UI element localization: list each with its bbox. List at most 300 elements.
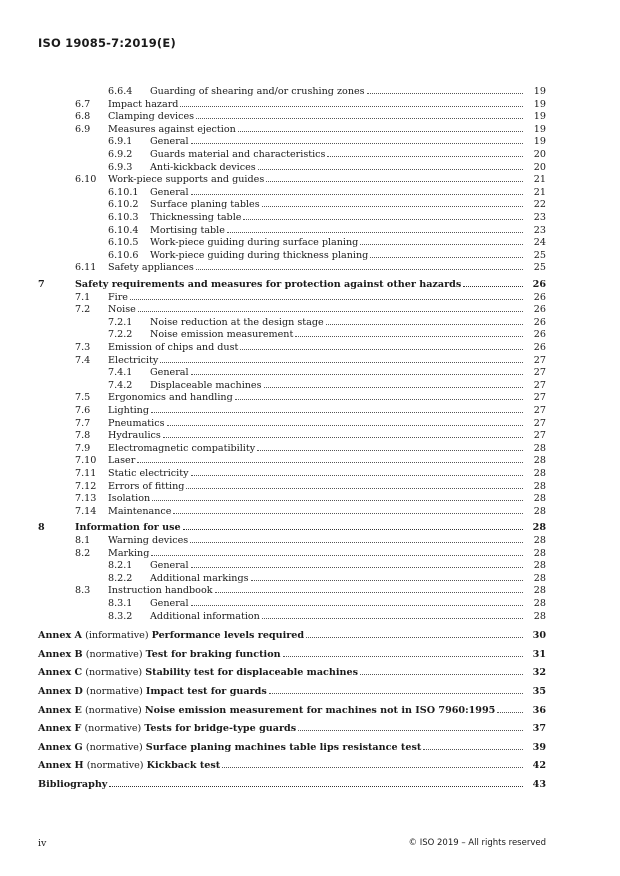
toc-entry-title — [108, 392, 524, 404]
annex-entry[interactable] — [0, 742, 620, 754]
toc-entry-number: 7.9 — [75, 442, 91, 454]
toc-entry-page: 28 — [533, 442, 546, 454]
annex-title: Noise emission measurement for machines not in ISO 7960:1995 — [144, 704, 496, 716]
toc-entry-number: 6.9.1 — [108, 136, 133, 148]
document-header: ISO 19085-7:2019(E) — [38, 36, 176, 50]
toc-entry-page: 19 — [533, 123, 546, 135]
annex-entry-text — [38, 742, 422, 754]
toc-entry-page: 19 — [533, 111, 546, 123]
toc-entry[interactable] — [0, 199, 620, 211]
toc-entry[interactable] — [0, 237, 620, 249]
toc-entry[interactable] — [0, 380, 620, 392]
toc-entry[interactable] — [0, 187, 620, 199]
toc-entry-page: 28 — [533, 547, 546, 559]
toc-entry-title-text: Work-piece guiding during surface planing — [150, 237, 359, 249]
dot-leader — [186, 488, 523, 489]
toc-entry[interactable] — [0, 573, 620, 585]
toc-entry-number: 7.13 — [75, 493, 97, 505]
toc-entry-title — [150, 250, 524, 262]
toc-entry-title — [108, 124, 524, 136]
toc-entry-title — [108, 585, 524, 597]
dot-leader — [370, 257, 523, 258]
annex-entry-page: 35 — [532, 686, 546, 697]
annex-entry-title — [38, 723, 524, 735]
toc-entry-page: 26 — [532, 279, 546, 290]
toc-entry[interactable] — [0, 99, 620, 111]
toc-entry-title-text: Guarding of shearing and/or crushing zones — [150, 86, 365, 97]
toc-entry-title-text: Errors of fitting — [108, 480, 185, 492]
annex-entry-title — [38, 742, 524, 754]
dot-leader — [306, 637, 523, 638]
toc-entry-number: 6.7 — [75, 98, 91, 110]
toc-entry[interactable] — [0, 506, 620, 518]
dot-leader — [257, 450, 523, 451]
toc-entry-title-text: Displaceable machines — [150, 379, 262, 391]
bibliography-text: Bibliography — [38, 779, 108, 790]
dot-leader — [283, 656, 523, 657]
toc-entry-title-text: General — [150, 598, 189, 609]
toc-entry-title — [150, 212, 524, 224]
toc-entry-title-text: Clamping devices — [108, 111, 195, 123]
toc-entry-number: 6.10.2 — [108, 199, 139, 211]
toc-entry[interactable] — [0, 250, 620, 262]
toc-entry-title — [150, 598, 524, 610]
annex-entry-page: 32 — [532, 667, 546, 679]
toc-entry[interactable] — [0, 86, 620, 98]
annex-entry-title — [38, 649, 524, 661]
dot-leader — [327, 156, 523, 157]
toc-entry-title-text: Noise reduction at the design stage — [150, 316, 324, 328]
dot-leader — [215, 592, 523, 593]
dot-leader — [463, 286, 523, 287]
toc-entry[interactable] — [0, 522, 620, 534]
toc-entry-title — [108, 99, 524, 111]
toc-entry-number: 6.10.1 — [108, 186, 139, 198]
dot-leader — [258, 169, 523, 170]
toc-entry-page: 27 — [533, 392, 546, 404]
dot-leader — [109, 786, 523, 787]
toc-entry[interactable] — [0, 111, 620, 123]
toc-entry-number: 8.3.2 — [108, 610, 133, 622]
toc-entry-title — [108, 342, 524, 354]
annex-entry-title — [38, 705, 524, 717]
dot-leader — [367, 93, 523, 94]
dot-leader — [191, 475, 523, 476]
toc-entry-number: 7.11 — [75, 468, 97, 479]
annex-title: Impact test for guards — [145, 686, 267, 697]
toc-entry-number: 6.9.3 — [108, 161, 133, 173]
annex-entry-text — [38, 760, 221, 772]
dot-leader — [191, 374, 523, 375]
toc-entry-title — [150, 367, 524, 379]
toc-entry-title — [108, 111, 524, 123]
toc-entry-number: 8 — [38, 522, 45, 534]
toc-entry-title-text: Work-piece supports and guides — [108, 174, 265, 186]
toc-entry[interactable] — [0, 548, 620, 560]
toc-entry-title-text: Guards material and characteristics — [150, 149, 326, 160]
toc-entry-title — [108, 292, 524, 304]
annex-entry[interactable] — [0, 723, 620, 735]
toc-entry-number: 8.3.1 — [108, 598, 133, 609]
dot-leader — [191, 143, 523, 144]
toc-entry-number: 6.10.3 — [108, 212, 139, 223]
dot-leader — [151, 412, 523, 413]
dot-leader — [269, 693, 523, 694]
toc-entry-title-text: Measures against ejection — [108, 123, 236, 135]
toc-entry-number: 7.10 — [75, 455, 97, 467]
toc-entry-title-text: Instruction handbook — [108, 585, 213, 597]
annex-type: (normative) — [85, 667, 143, 679]
toc-entry[interactable] — [0, 418, 620, 430]
toc-entry-title-text: Additional information — [150, 610, 260, 622]
toc-entry-number: 8.2.1 — [108, 560, 133, 572]
toc-entry-page: 20 — [533, 161, 546, 173]
toc-entry-title-text: Emission of chips and dust — [108, 342, 239, 353]
toc-entry[interactable] — [0, 560, 620, 572]
toc-entry-page: 27 — [533, 354, 546, 366]
toc-entry-title-text: Thicknessing table — [150, 212, 242, 223]
toc-entry-title — [150, 611, 524, 623]
toc-entry-number: 6.9 — [75, 123, 91, 135]
toc-entry-title — [108, 493, 524, 505]
toc-entry-page: 28 — [533, 598, 546, 609]
toc-entry-page: 23 — [533, 224, 546, 236]
dot-leader — [240, 349, 523, 350]
toc-entry-title — [150, 317, 524, 329]
dot-leader — [243, 219, 523, 220]
toc-entry-page: 22 — [533, 199, 546, 211]
toc-entry-title-text: General — [150, 367, 189, 379]
dot-leader — [262, 206, 523, 207]
toc-entry-number: 7.14 — [75, 505, 97, 517]
toc-entry[interactable] — [0, 292, 620, 304]
toc-entry-title-text: General — [150, 186, 189, 198]
annex-title: Tests for bridge-type guards — [144, 723, 297, 735]
dot-leader — [196, 269, 523, 270]
toc-entry-title-text: Maintenance — [108, 505, 172, 517]
bibliography-page: 43 — [532, 779, 546, 790]
toc-entry[interactable] — [0, 585, 620, 597]
annex-entry-page: 36 — [532, 704, 546, 716]
annex-entry-page: 42 — [532, 760, 546, 772]
toc-entry-number: 7 — [38, 279, 45, 290]
toc-entry[interactable] — [0, 430, 620, 442]
toc-entry-title — [150, 225, 524, 237]
annex-label: Annex D — [38, 686, 83, 697]
toc-entry-title-text: Information for use — [75, 522, 181, 534]
toc-entry-title — [150, 573, 524, 585]
toc-entry[interactable] — [0, 535, 620, 547]
annex-entry[interactable] — [0, 630, 620, 642]
toc-entry-page: 24 — [533, 237, 546, 249]
toc-entry-title — [108, 174, 524, 186]
annex-entry[interactable] — [0, 649, 620, 661]
toc-entry-number: 7.12 — [75, 480, 97, 492]
toc-entry-page: 26 — [533, 304, 546, 316]
toc-entry[interactable] — [0, 468, 620, 480]
toc-entry-title-text: Noise emission measurement — [150, 329, 294, 341]
dot-leader — [190, 542, 523, 543]
toc-entry[interactable] — [0, 317, 620, 329]
toc-entry-number: 7.4.1 — [108, 367, 133, 379]
toc-entry-title-text: Work-piece guiding during thickness planing — [150, 249, 369, 261]
toc-entry-title-text: Warning devices — [108, 535, 189, 546]
toc-entry-title — [150, 380, 524, 392]
toc-entry-page: 27 — [533, 405, 546, 416]
toc-entry-title — [108, 506, 524, 518]
annex-type: (normative) — [85, 741, 143, 753]
annex-type: (normative) — [85, 648, 143, 660]
toc-entry[interactable] — [0, 304, 620, 316]
dot-leader — [238, 131, 523, 132]
toc-entry-page: 28 — [533, 505, 546, 517]
dot-leader — [160, 362, 523, 363]
toc-entry-number: 6.10.6 — [108, 249, 139, 261]
dot-leader — [360, 674, 523, 675]
toc-entry-page: 28 — [533, 585, 546, 597]
toc-entry-title-text: Surface planing tables — [150, 199, 260, 211]
toc-entry-page: 19 — [533, 136, 546, 148]
toc-entry-title — [75, 279, 524, 291]
toc-entry-page: 28 — [532, 522, 546, 534]
toc-entry-page: 26 — [533, 291, 546, 303]
annex-label: Annex B — [38, 648, 83, 660]
annex-entry-text — [38, 723, 297, 735]
toc-entry-number: 6.9.2 — [108, 149, 133, 160]
dot-leader — [295, 336, 523, 337]
toc-entry-title-text: General — [150, 136, 189, 148]
toc-entry-page: 26 — [533, 342, 546, 353]
dot-leader — [167, 425, 523, 426]
annex-entry-text — [38, 667, 359, 679]
toc-entry-title — [108, 481, 524, 493]
annex-entry-title — [38, 667, 524, 679]
dot-leader — [227, 232, 523, 233]
dot-leader — [222, 767, 523, 768]
toc-entry-page: 25 — [533, 249, 546, 261]
toc-entry-number: 8.1 — [75, 535, 91, 546]
toc-entry[interactable] — [0, 481, 620, 493]
toc-entry-page: 26 — [533, 316, 546, 328]
toc-entry-page: 23 — [533, 212, 546, 223]
toc-entry-number: 7.8 — [75, 430, 91, 442]
toc-entry-title — [150, 199, 524, 211]
toc-entry-title — [75, 522, 524, 534]
annex-entry-title — [38, 686, 524, 698]
toc-entry-page: 27 — [533, 417, 546, 429]
annex-type: (normative) — [85, 686, 143, 697]
toc-entry-number: 6.10.4 — [108, 224, 139, 236]
annex-title: Surface planing machines table lips resistance test — [145, 741, 422, 753]
toc-entry[interactable] — [0, 611, 620, 623]
toc-entry-page: 27 — [533, 430, 546, 442]
toc-entry-page: 28 — [533, 560, 546, 572]
toc-entry[interactable] — [0, 367, 620, 379]
toc-entry-number: 7.3 — [75, 342, 91, 353]
dot-leader — [235, 399, 523, 400]
dot-leader — [152, 500, 523, 501]
annex-entry-text — [38, 649, 282, 661]
annex-title: Kickback test — [146, 760, 221, 772]
toc-entry-title-text: Safety appliances — [108, 262, 194, 274]
toc-entry[interactable] — [0, 342, 620, 354]
annex-entry-page: 30 — [532, 630, 546, 642]
dot-leader — [266, 181, 523, 182]
toc-entry-page: 25 — [533, 262, 546, 274]
toc-entry-page: 28 — [533, 493, 546, 505]
annex-entry[interactable] — [0, 705, 620, 717]
toc-entry[interactable] — [0, 136, 620, 148]
toc-entry-title-text: Isolation — [108, 493, 151, 505]
toc-entry-title — [150, 136, 524, 148]
toc-entry-title — [150, 86, 524, 98]
toc-entry[interactable] — [0, 598, 620, 610]
annex-entry[interactable] — [0, 686, 620, 698]
toc-entry-title-text: General — [150, 560, 189, 572]
toc-entry[interactable] — [0, 443, 620, 455]
page-number: iv — [38, 838, 47, 849]
toc-entry-number: 7.2.2 — [108, 329, 133, 341]
annex-entry-text — [38, 705, 496, 717]
toc-entry[interactable] — [0, 262, 620, 274]
toc-entry-page: 28 — [533, 480, 546, 492]
toc-entry-title — [150, 187, 524, 199]
dot-leader — [251, 580, 523, 581]
dot-leader — [262, 618, 523, 619]
toc-entry[interactable] — [0, 162, 620, 174]
dot-leader — [423, 749, 523, 750]
annex-entry-text — [38, 630, 305, 642]
toc-entry-title — [108, 430, 524, 442]
toc-entry-page: 21 — [533, 174, 546, 186]
dot-leader — [138, 311, 523, 312]
bibliography-entry[interactable] — [0, 779, 620, 791]
dot-leader — [196, 118, 523, 119]
toc-entry-title-text: Static electricity — [108, 468, 189, 479]
toc-entry[interactable] — [0, 279, 620, 291]
annex-entry-page: 39 — [532, 741, 546, 753]
toc-entry-page: 27 — [533, 367, 546, 379]
annex-entry[interactable] — [0, 667, 620, 679]
toc-entry-title-text: Marking — [108, 547, 150, 559]
toc-entry-page: 28 — [533, 572, 546, 584]
dot-leader — [180, 106, 523, 107]
toc-entry-number: 8.3 — [75, 585, 91, 597]
toc-entry-number: 7.2.1 — [108, 316, 133, 328]
toc-entry[interactable] — [0, 212, 620, 224]
toc-entry[interactable] — [0, 355, 620, 367]
annex-label: Annex E — [38, 704, 82, 716]
toc-entry-title-text: Mortising table — [150, 224, 225, 236]
dot-leader — [137, 462, 523, 463]
annex-type: (normative) — [84, 704, 142, 716]
toc-entry-title — [108, 548, 524, 560]
toc-entry-number: 6.8 — [75, 111, 91, 123]
toc-entry[interactable] — [0, 493, 620, 505]
toc-entry-title-text: Noise — [108, 304, 136, 316]
dot-leader — [191, 605, 523, 606]
toc-entry-title — [150, 162, 524, 174]
toc-entry-page: 28 — [533, 468, 546, 479]
toc-entry-title-text: Electricity — [108, 354, 159, 366]
toc-entry-page: 28 — [533, 455, 546, 467]
annex-label: Annex H — [38, 760, 84, 772]
toc-entry-title — [108, 535, 524, 547]
toc-entry-page: 27 — [533, 379, 546, 391]
toc-entry-title — [150, 329, 524, 341]
annex-label: Annex C — [38, 667, 83, 679]
toc-entry-page: 21 — [533, 186, 546, 198]
toc-entry-title — [108, 455, 524, 467]
toc-entry-number: 7.4 — [75, 354, 91, 366]
toc-entry[interactable] — [0, 149, 620, 161]
toc-entry[interactable] — [0, 392, 620, 404]
dot-leader — [173, 513, 523, 514]
toc-entry-title — [108, 405, 524, 417]
toc-entry-title — [108, 262, 524, 274]
toc-entry-number: 7.5 — [75, 392, 91, 404]
annex-title: Performance levels required — [151, 630, 305, 642]
annex-title: Test for braking function — [145, 648, 281, 660]
toc-entry-number: 7.4.2 — [108, 379, 133, 391]
toc-entry-page: 19 — [533, 98, 546, 110]
toc-entry-number: 7.6 — [75, 405, 91, 416]
toc-entry-title — [108, 304, 524, 316]
toc-entry[interactable] — [0, 455, 620, 467]
toc-entry-title — [108, 468, 524, 480]
toc-entry-number: 6.6.4 — [108, 86, 133, 97]
dot-leader — [151, 555, 523, 556]
toc-entry-title — [150, 560, 524, 572]
dot-leader — [360, 244, 523, 245]
dot-leader — [326, 324, 523, 325]
bibliography-title — [38, 779, 524, 791]
annex-entry-page: 31 — [532, 648, 546, 660]
toc-entry[interactable] — [0, 225, 620, 237]
dot-leader — [130, 299, 523, 300]
annex-entry-title — [38, 760, 524, 772]
annex-entry[interactable] — [0, 760, 620, 772]
toc-entry-number: 6.11 — [75, 262, 97, 274]
toc-entry-title-text: Anti-kickback devices — [150, 161, 256, 173]
toc-entry-title-text: Additional markings — [150, 572, 249, 584]
annex-entry-title — [38, 630, 524, 642]
toc-entry-page: 26 — [533, 329, 546, 341]
toc-entry[interactable] — [0, 174, 620, 186]
toc-entry-title-text: Pneumatics — [108, 417, 165, 429]
toc-entry-title-text: Lighting — [108, 405, 150, 416]
dot-leader — [264, 387, 523, 388]
toc-entry-title-text: Fire — [108, 291, 128, 303]
toc-entry-page: 28 — [533, 610, 546, 622]
toc-entry-title-text: Hydraulics — [108, 430, 161, 442]
dot-leader — [191, 567, 523, 568]
toc-entry-number: 7.2 — [75, 304, 91, 316]
toc-entry-title — [108, 355, 524, 367]
annex-entry-page: 37 — [532, 723, 546, 735]
toc-entry-page: 20 — [533, 149, 546, 160]
annex-title: Stability test for displaceable machines — [145, 667, 358, 679]
annex-type: (informative) — [85, 630, 149, 642]
toc-entry-title-text: Electromagnetic compatibility — [108, 442, 256, 454]
dot-leader — [191, 194, 523, 195]
toc-entry[interactable] — [0, 405, 620, 417]
annex-label: Annex A — [38, 630, 83, 642]
toc-entry[interactable] — [0, 124, 620, 136]
toc-entry-title — [108, 443, 524, 455]
toc-entry[interactable] — [0, 329, 620, 341]
dot-leader — [298, 730, 523, 731]
